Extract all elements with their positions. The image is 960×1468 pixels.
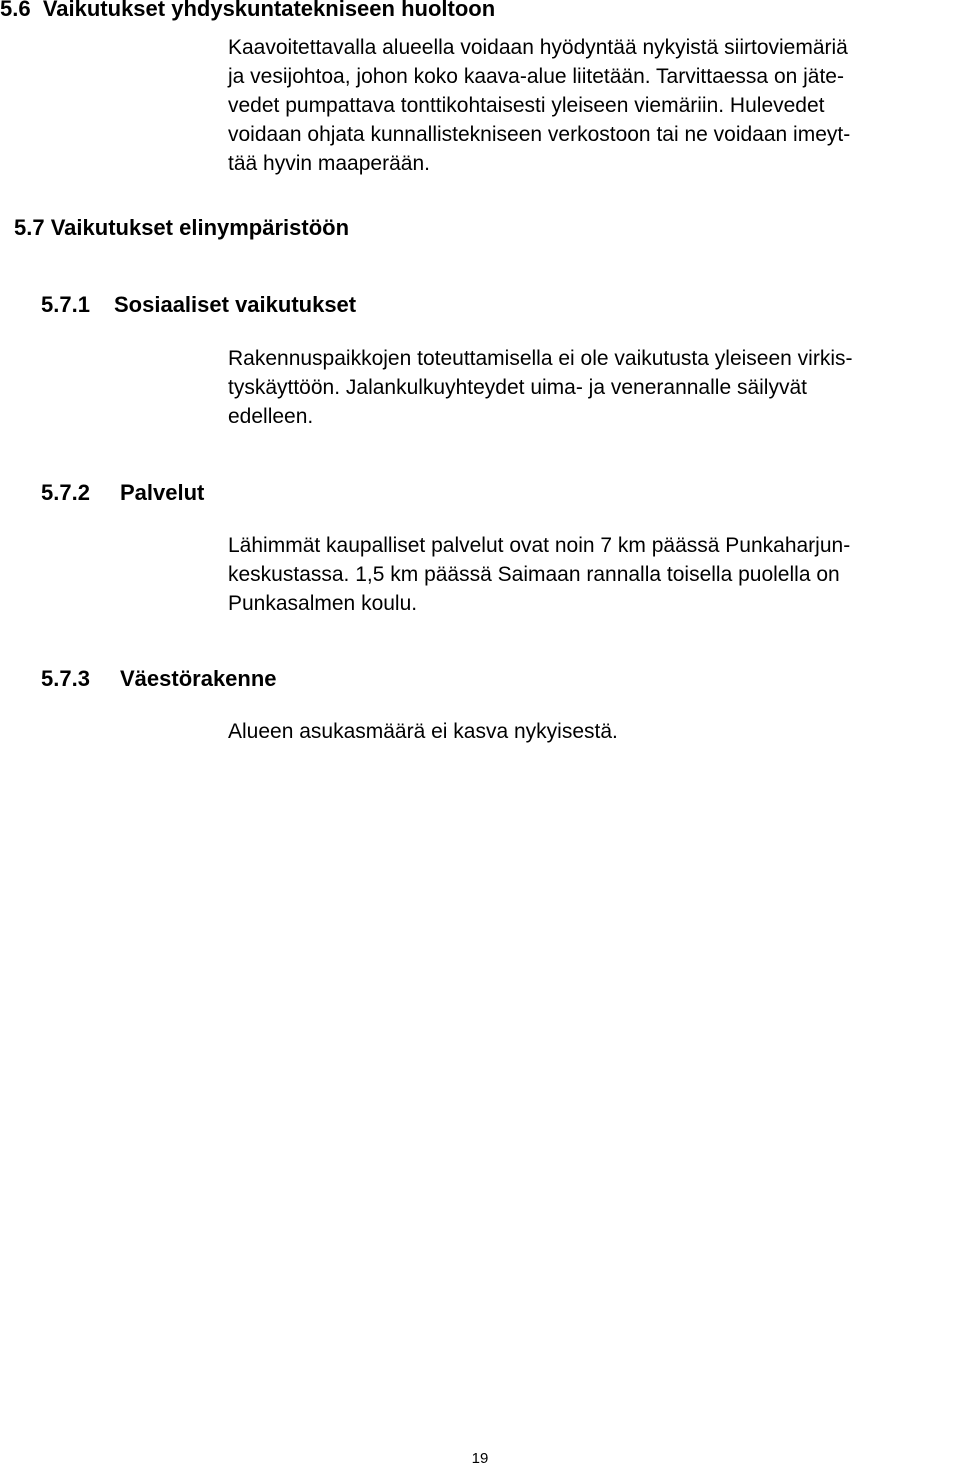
section-heading-5-7-1 <box>41 292 356 318</box>
paragraph-line: ja vesijohtoa, johon koko kaava-alue liitetään. Tarvittaessa on jäte- <box>228 65 844 88</box>
paragraph-line: Punkasalmen koulu. <box>228 592 418 615</box>
paragraph-line: keskustassa. 1,5 km päässä Saimaan rannalla toisella puolella on <box>228 563 840 586</box>
section-heading-5-6 <box>0 0 495 22</box>
section-number: 5.7.2 <box>41 480 90 505</box>
paragraph-line: edelleen. <box>228 405 314 428</box>
paragraph-line: Lähimmät kaupalliset palvelut ovat noin 7 km päässä Punkaharjun- <box>228 534 851 557</box>
section-title: Väestörakenne <box>120 666 277 691</box>
paragraph-5-7-3 <box>228 717 618 746</box>
section-number: 5.7.1 <box>41 292 90 317</box>
section-title: Vaikutukset yhdyskuntatekniseen huoltoon <box>42 0 496 21</box>
paragraph-line: vedet pumpattava tonttikohtaisesti yleiseen viemäriin. Hulevedet <box>228 94 825 117</box>
paragraph-line: Alueen asukasmäärä ei kasva nykyisestä. <box>228 720 618 743</box>
paragraph-line: Rakennuspaikkojen toteuttamisella ei ole vaikutusta yleiseen virkis- <box>228 347 853 370</box>
section-heading-5-7-2 <box>41 480 204 506</box>
page-number: 19 <box>471 1450 489 1467</box>
section-number: 5.7.3 <box>41 666 90 691</box>
paragraph-line: Kaavoitettavalla alueella voidaan hyödyntää nykyistä siirtoviemäriä <box>228 36 848 59</box>
section-heading-5-7 <box>14 215 349 241</box>
section-title: Palvelut <box>120 480 205 505</box>
section-title: Vaikutukset elinympäristöön <box>50 215 350 240</box>
section-heading-5-7-3 <box>41 666 277 692</box>
paragraph-5-7-1 <box>228 344 852 431</box>
paragraph-line: voidaan ohjata kunnallistekniseen verkostoon tai ne voidaan imeyt- <box>228 123 851 146</box>
paragraph-line: tyskäyttöön. Jalankulkuyhteydet uima- ja venerannalle säilyvät <box>228 376 807 399</box>
section-number: 5.6 <box>0 0 31 21</box>
section-number: 5.7 <box>14 215 45 240</box>
paragraph-5-7-2 <box>228 531 850 618</box>
paragraph-5-6 <box>228 33 850 178</box>
paragraph-line: tää hyvin maaperään. <box>228 152 430 175</box>
section-title: Sosiaaliset vaikutukset <box>114 292 357 317</box>
